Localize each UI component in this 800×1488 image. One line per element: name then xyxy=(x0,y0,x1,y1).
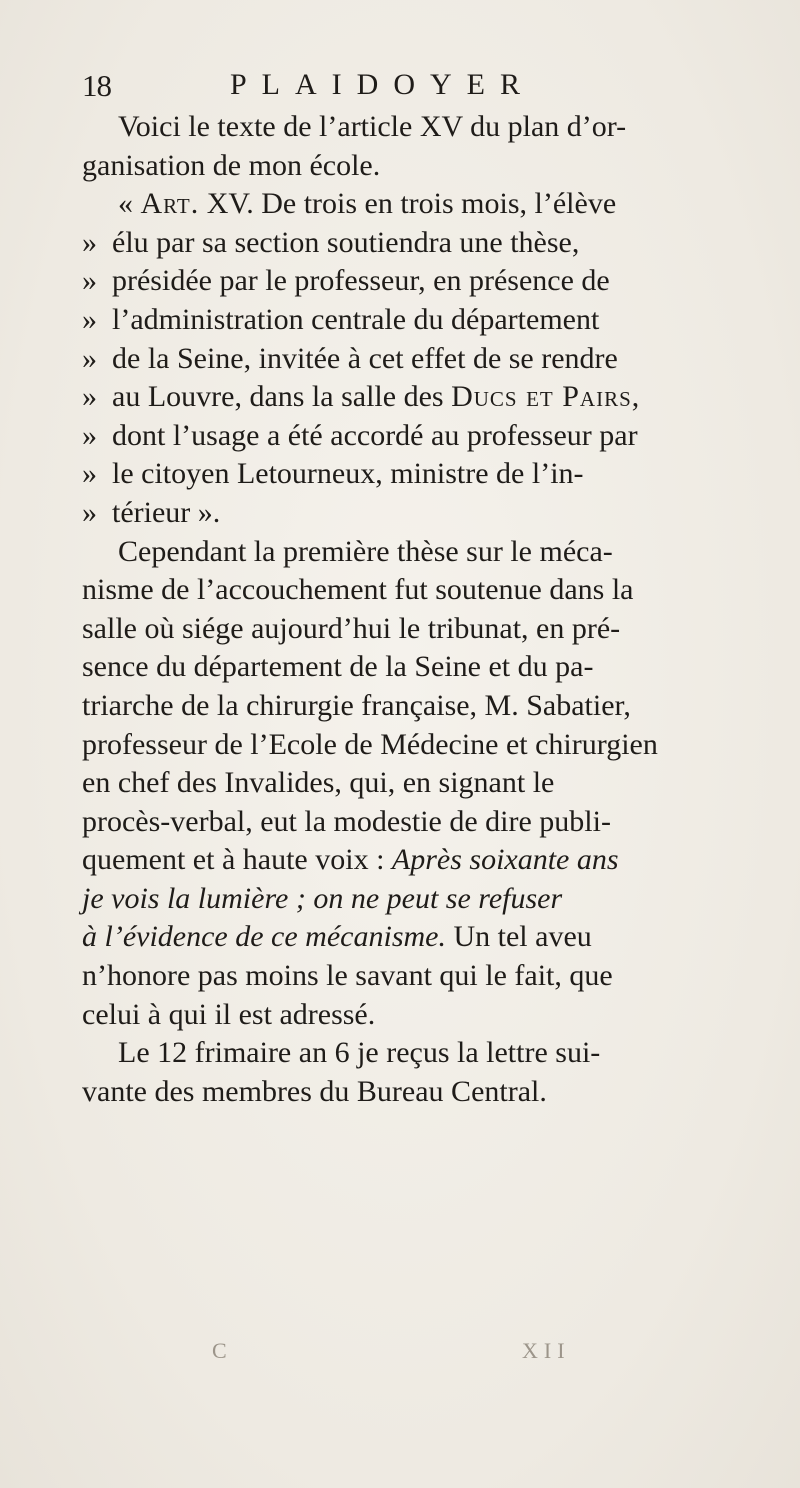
text-line-25: Le 12 frimaire an 6 je reçus la lettre sui- xyxy=(118,1036,601,1070)
text-line-3 xyxy=(82,185,742,224)
quote-text: présidée par le professeur, en présence de xyxy=(112,264,610,298)
quote-mark: « xyxy=(118,187,141,221)
text-line-26: vante des membres du Bureau Central. xyxy=(82,1074,547,1108)
quote-mark: » xyxy=(82,341,105,375)
quote-mark: » xyxy=(82,302,105,336)
signature-mark-right: XII xyxy=(522,1338,571,1363)
text-line-17: professeur de l’Ecole de Médecine et chirurgien xyxy=(82,727,658,761)
quote-text: élu par sa section soutiendra une thèse, xyxy=(112,225,580,259)
text-line-22 xyxy=(82,918,742,957)
article-label: Art. xyxy=(140,187,200,221)
quote-text: térieur ». xyxy=(112,495,221,529)
quote-mark: » xyxy=(82,225,105,259)
small-caps-text: Ducs et Pairs xyxy=(451,380,632,414)
text-line-9 xyxy=(82,417,742,456)
quote-text: de la Seine, invitée à cet effet de se rendre xyxy=(112,341,618,375)
italic-quote: à l’évidence de ce mécanisme. xyxy=(82,920,446,954)
quote-text: l’administration centrale du département xyxy=(112,302,600,336)
text-line-23: n’honore pas moins le savant qui le fait, que xyxy=(82,959,613,993)
text-line-10 xyxy=(82,455,742,494)
quote-text: dont l’usage a été accordé au professeur par xyxy=(112,418,638,452)
text-line-6 xyxy=(82,301,742,340)
text-line-15: sence du département de la Seine et du pa- xyxy=(82,650,594,684)
text-line-19: procès-verbal, eut la modestie de dire publi- xyxy=(82,804,611,838)
text-line-18: en chef des Invalides, qui, en signant le xyxy=(82,766,555,800)
text-line-7 xyxy=(82,340,742,379)
text-line-1: Voici le texte de l’article XV du plan d’or- xyxy=(118,110,627,143)
text-line-5 xyxy=(82,262,742,301)
italic-quote: Après soixante ans xyxy=(391,843,619,877)
plain-text: Un tel aveu xyxy=(445,920,592,954)
page-header xyxy=(82,68,722,108)
article-text: XV. De trois en trois mois, l’élève xyxy=(199,187,617,221)
quote-mark: » xyxy=(82,418,105,452)
text-line-16: triarche de la chirurgie française, M. Sabatier, xyxy=(82,688,631,722)
text-line-24: celui à qui il est adressé. xyxy=(82,997,376,1031)
text-line-11 xyxy=(82,494,742,533)
quote-text: le citoyen Letourneux, ministre de l’in- xyxy=(112,457,584,491)
signature-marks xyxy=(212,1338,682,1368)
quote-mark: » xyxy=(82,380,105,414)
text-line-8 xyxy=(82,378,742,417)
quote-mark: » xyxy=(82,495,105,529)
text-line-4 xyxy=(82,224,742,263)
text-line-14: salle où siége aujourd’hui le tribunat, en pré- xyxy=(82,611,621,645)
quote-mark: » xyxy=(82,457,105,491)
page-number: 18 xyxy=(82,68,111,103)
text-line-2: ganisation de mon école. xyxy=(82,148,381,182)
quote-text: au Louvre, dans la salle des xyxy=(112,380,452,414)
plain-text: quement et à haute voix : xyxy=(82,843,392,877)
signature-mark-left: C xyxy=(212,1338,233,1363)
text-line-21: je vois la lumière ; on ne peut se refuser xyxy=(82,881,563,915)
running-title: PLAIDOYER xyxy=(230,68,535,101)
text-line-20 xyxy=(82,841,742,880)
quote-text: , xyxy=(631,380,640,414)
text-line-13: nisme de l’accouchement fut soutenue dans la xyxy=(82,573,634,607)
body-text xyxy=(82,108,742,1111)
text-line-12: Cependant la première thèse sur le méca- xyxy=(118,534,613,568)
quote-mark: » xyxy=(82,264,105,298)
